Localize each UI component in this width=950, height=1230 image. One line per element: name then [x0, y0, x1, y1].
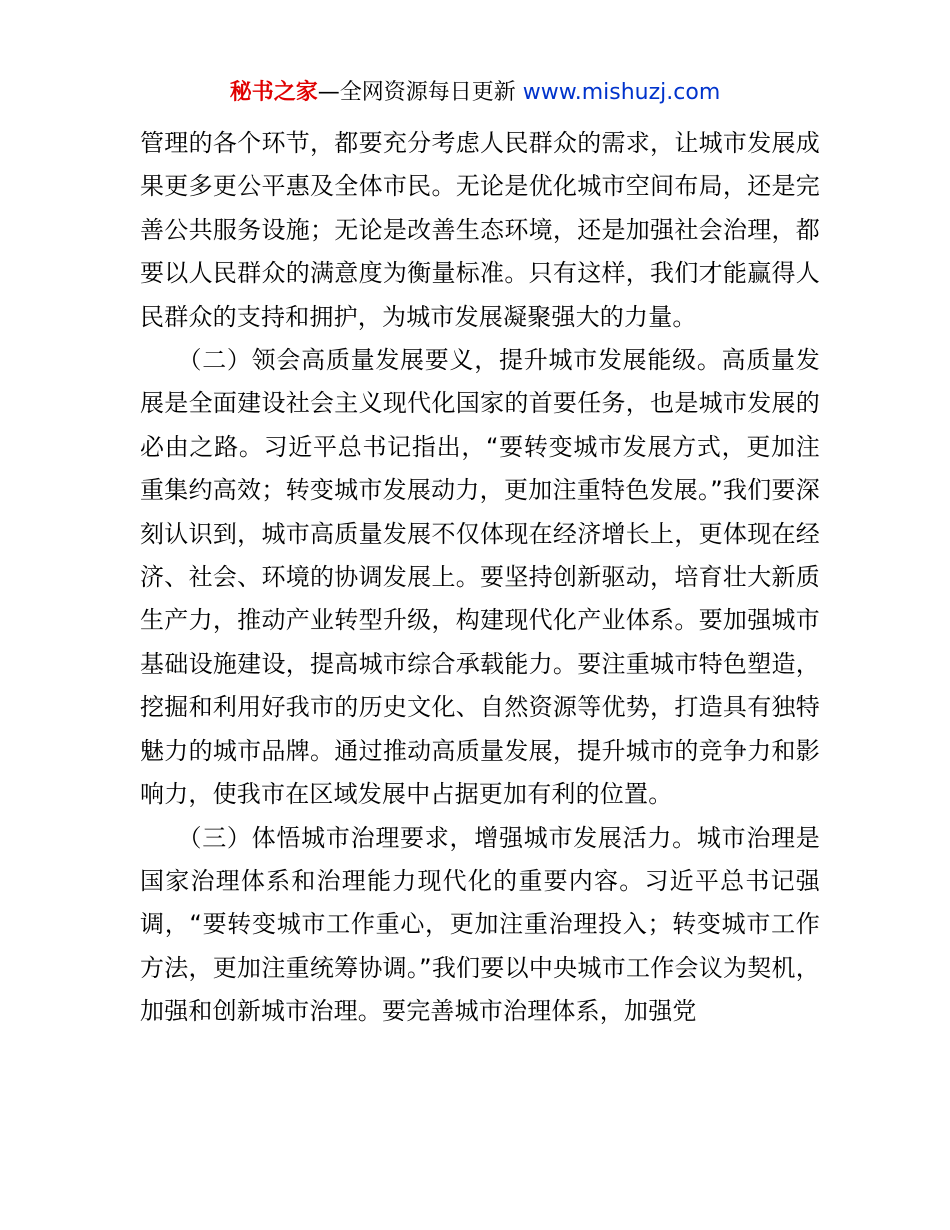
- brand-name: 秘书之家: [229, 80, 318, 105]
- header-tagline: —全网资源每日更新: [317, 80, 523, 105]
- paragraph-section-two: （二）领会高质量发展要义，提升城市发展能级。高质量发展是全面建设社会主义现代化国家的首要任务，也是城市发展的必由之路。习近平总书记指出，“要转变城市发展方式，更加注重集约高效；转变城市发展动力，更加注重特色发展。”我们要深刻认识到，城市高质量发展不仅体现在经济增长上，更体现在经济、社会、环境的协调发展上。要坚持创新驱动，培育壮大新质生产力，推动产业转型升级，构建现代化产业体系。要加强城市基础设施建设，提高城市综合承载能力。要注重城市特色塑造，挖掘和利用好我市的历史文化、自然资源等优势，打造具有独特魅力的城市品牌。通过推动高质量发展，提升城市的竞争力和影响力，使我市在区域发展中占据更加有利的位置。: [140, 346, 820, 809]
- paragraph-section-three: （三）体悟城市治理要求，增强城市发展活力。城市治理是国家治理体系和治理能力现代化的重要内容。习近平总书记强调，“要转变城市工作重心，更加注重治理投入；转变城市工作方法，更加注重统筹协调。”我们要以中央城市工作会议为契机，加强和创新城市治理。要完善城市治理体系，加强党: [140, 823, 820, 1026]
- site-url-link[interactable]: www.mishuzj.com: [522, 80, 721, 105]
- page-header: [0, 78, 950, 108]
- document-body: [140, 122, 820, 1034]
- paragraph-continuation: 管理的各个环节，都要充分考虑人民群众的需求，让城市发展成果更多更公平惠及全体市民。无论是优化城市空间布局，还是完善公共服务设施；无论是改善生态环境，还是加强社会治理，都要以人民群众的满意度为衡量标准。只有这样，我们才能赢得人民群众的支持和拥护，为城市发展凝聚强大的力量。: [140, 129, 820, 331]
